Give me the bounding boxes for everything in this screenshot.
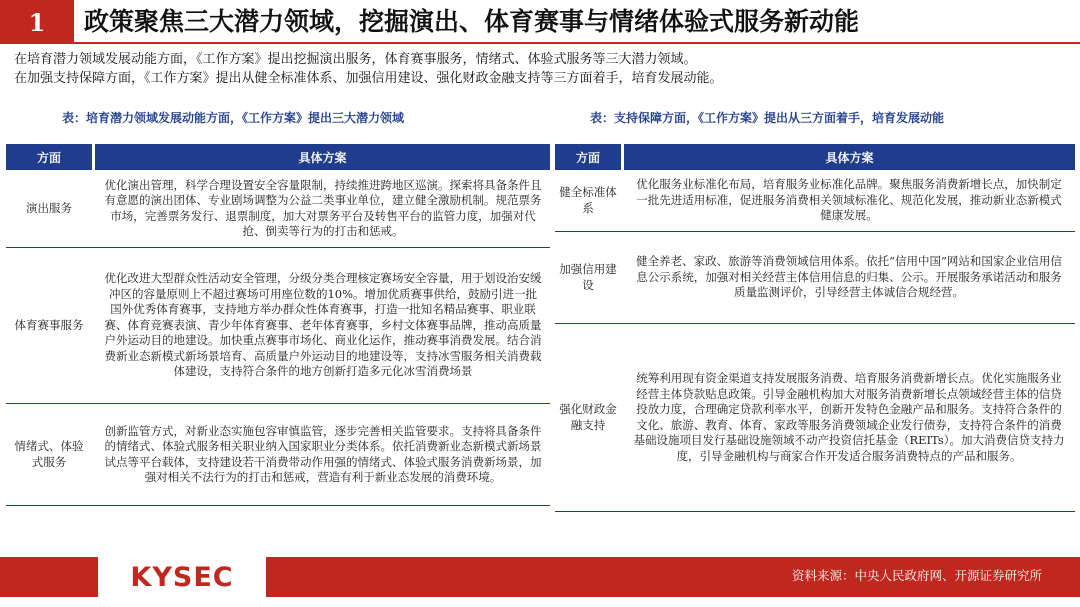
source-note: 资料来源：中央人民政府网、开源证券研究所 bbox=[791, 568, 1042, 583]
row-content: 健全养老、家政、旅游等消费领域信用体系。依托“信用中国”网站和国家企业信用信息公示系统，加强对相关经营主体信用信息的归集、公示。开展服务承诺活动和服务质量监测评价，引导经营主体诚信合规经营。 bbox=[636, 254, 1062, 300]
intro-line-2: 在加强支持保障方面，《工作方案》提出从健全标准体系、加强信用建设、强化财政金融支持等三方面着手，培育发展动能。 bbox=[14, 71, 723, 86]
page-title: 政策聚焦三大潜力领域，挖掘演出、体育赛事与情绪体验式服务新动能 bbox=[84, 7, 860, 36]
row-aspect: 体育赛事服务 bbox=[14, 317, 84, 332]
table-header bbox=[6, 144, 550, 170]
row-aspect: 加强信用建设 bbox=[559, 262, 617, 292]
header-plan: 具体方案 bbox=[624, 144, 1075, 170]
row-aspect: 情绪式、体验式服务 bbox=[14, 439, 84, 469]
header-aspect: 方面 bbox=[555, 144, 621, 170]
table-row bbox=[6, 248, 550, 404]
row-content: 优化服务业标准化布局，培育服务业标准化品牌。聚焦服务消费新增长点，加快制定一批先进适用标准，促进服务消费相关领域标准化、规范化发展，推动新业态新模式健康发展。 bbox=[636, 177, 1062, 223]
table-row bbox=[555, 324, 1075, 512]
row-content: 统筹利用现有资金渠道支持发展服务消费、培育服务消费新增长点。优化实施服务业经营主体贷款贴息政策。引导金融机构加大对服务消费新增长点领域经营主体的信贷投放力度，合理确定贷款利率水平，创新开发特色金融产品和服务。支持符合条件的文化、旅游、教育、体育、家政等服务消费领域企业发行债券，支持符合条件的消费基础设施项目发行基础设施领域不动产投资信托基金（REITs）。加大消费信贷支持力度，引导金融机构与商家合作开发适合服务消费特点的产品和服务。 bbox=[633, 371, 1065, 463]
header-plan: 具体方案 bbox=[95, 144, 550, 170]
header-aspect: 方面 bbox=[6, 144, 92, 170]
row-content: 优化改进大型群众性活动安全管理，分级分类合理核定赛场安全容量，用于划设治安缓冲区的容量原则上不超过赛场可用座位数的10%。增加优质赛事供给，鼓励引进一批国外优秀体育赛事，支持地方举办群众性体育赛事，打造一批知名精品赛事、职业联赛、体育竞赛表演、青少年体育赛事、老年体育赛事，乡村文体赛事品牌，推动高质量户外运动目的地建设。加快重点赛事市场化、商业化运作，推动赛事消费发展。结合消费新业态新模式新场景培育、高质量户外运动目的地建设等，支持冰雪服务相关消费载体建设，支持符合条件的地方创新打造多元化冰雪消费场景 bbox=[104, 271, 542, 379]
left-table-caption: 表：培育潜力领域发展动能方面，《工作方案》提出三大潜力领域 bbox=[62, 111, 405, 125]
table-row bbox=[555, 170, 1075, 232]
logo-text: KYSEC bbox=[130, 561, 234, 593]
kysec-logo bbox=[98, 551, 266, 603]
slide-number: 1 bbox=[0, 0, 74, 44]
support-measures-table bbox=[555, 144, 1075, 512]
row-aspect: 健全标准体系 bbox=[559, 185, 617, 215]
row-aspect: 强化财政金融支持 bbox=[559, 402, 617, 432]
row-aspect: 演出服务 bbox=[26, 200, 72, 215]
table-row bbox=[6, 170, 550, 248]
intro-text bbox=[14, 50, 1074, 88]
potential-fields-table bbox=[6, 144, 550, 506]
table-row bbox=[555, 232, 1075, 324]
title-bar bbox=[0, 0, 1080, 44]
right-table-caption: 表：支持保障方面，《工作方案》提出从三方面着手，培育发展动能 bbox=[590, 111, 945, 125]
row-content: 优化演出管理，科学合理设置安全容量限制，持续推进跨地区巡演。探索将具备条件且有意愿的演出团体、专业剧场调整为公益二类事业单位，建立健全激励机制。规范票务市场，完善票务发行、退票制度，加大对票务平台及转售平台的监管力度，加强对代抢、倒卖等行为的打击和惩戒。 bbox=[104, 177, 542, 238]
row-content: 创新监管方式，对新业态实施包容审慎监管，逐步完善相关监管要求。支持将具备条件的情绪式、体验式服务相关职业纳入国家职业分类体系。依托消费新业态新模式新场景试点等平台载体，支持建设若干消费带动作用强的情绪式、体验式服务消费新场景，加强对相关不法行为的打击和惩戒，营造有利于新业态发展的消费环境。 bbox=[104, 423, 542, 484]
table-header bbox=[555, 144, 1075, 170]
table-row bbox=[6, 404, 550, 506]
intro-line-1: 在培育潜力领域发展动能方面，《工作方案》提出挖掘演出服务，体育赛事服务，情绪式、体验式服务等三大潜力领域。 bbox=[14, 52, 697, 67]
